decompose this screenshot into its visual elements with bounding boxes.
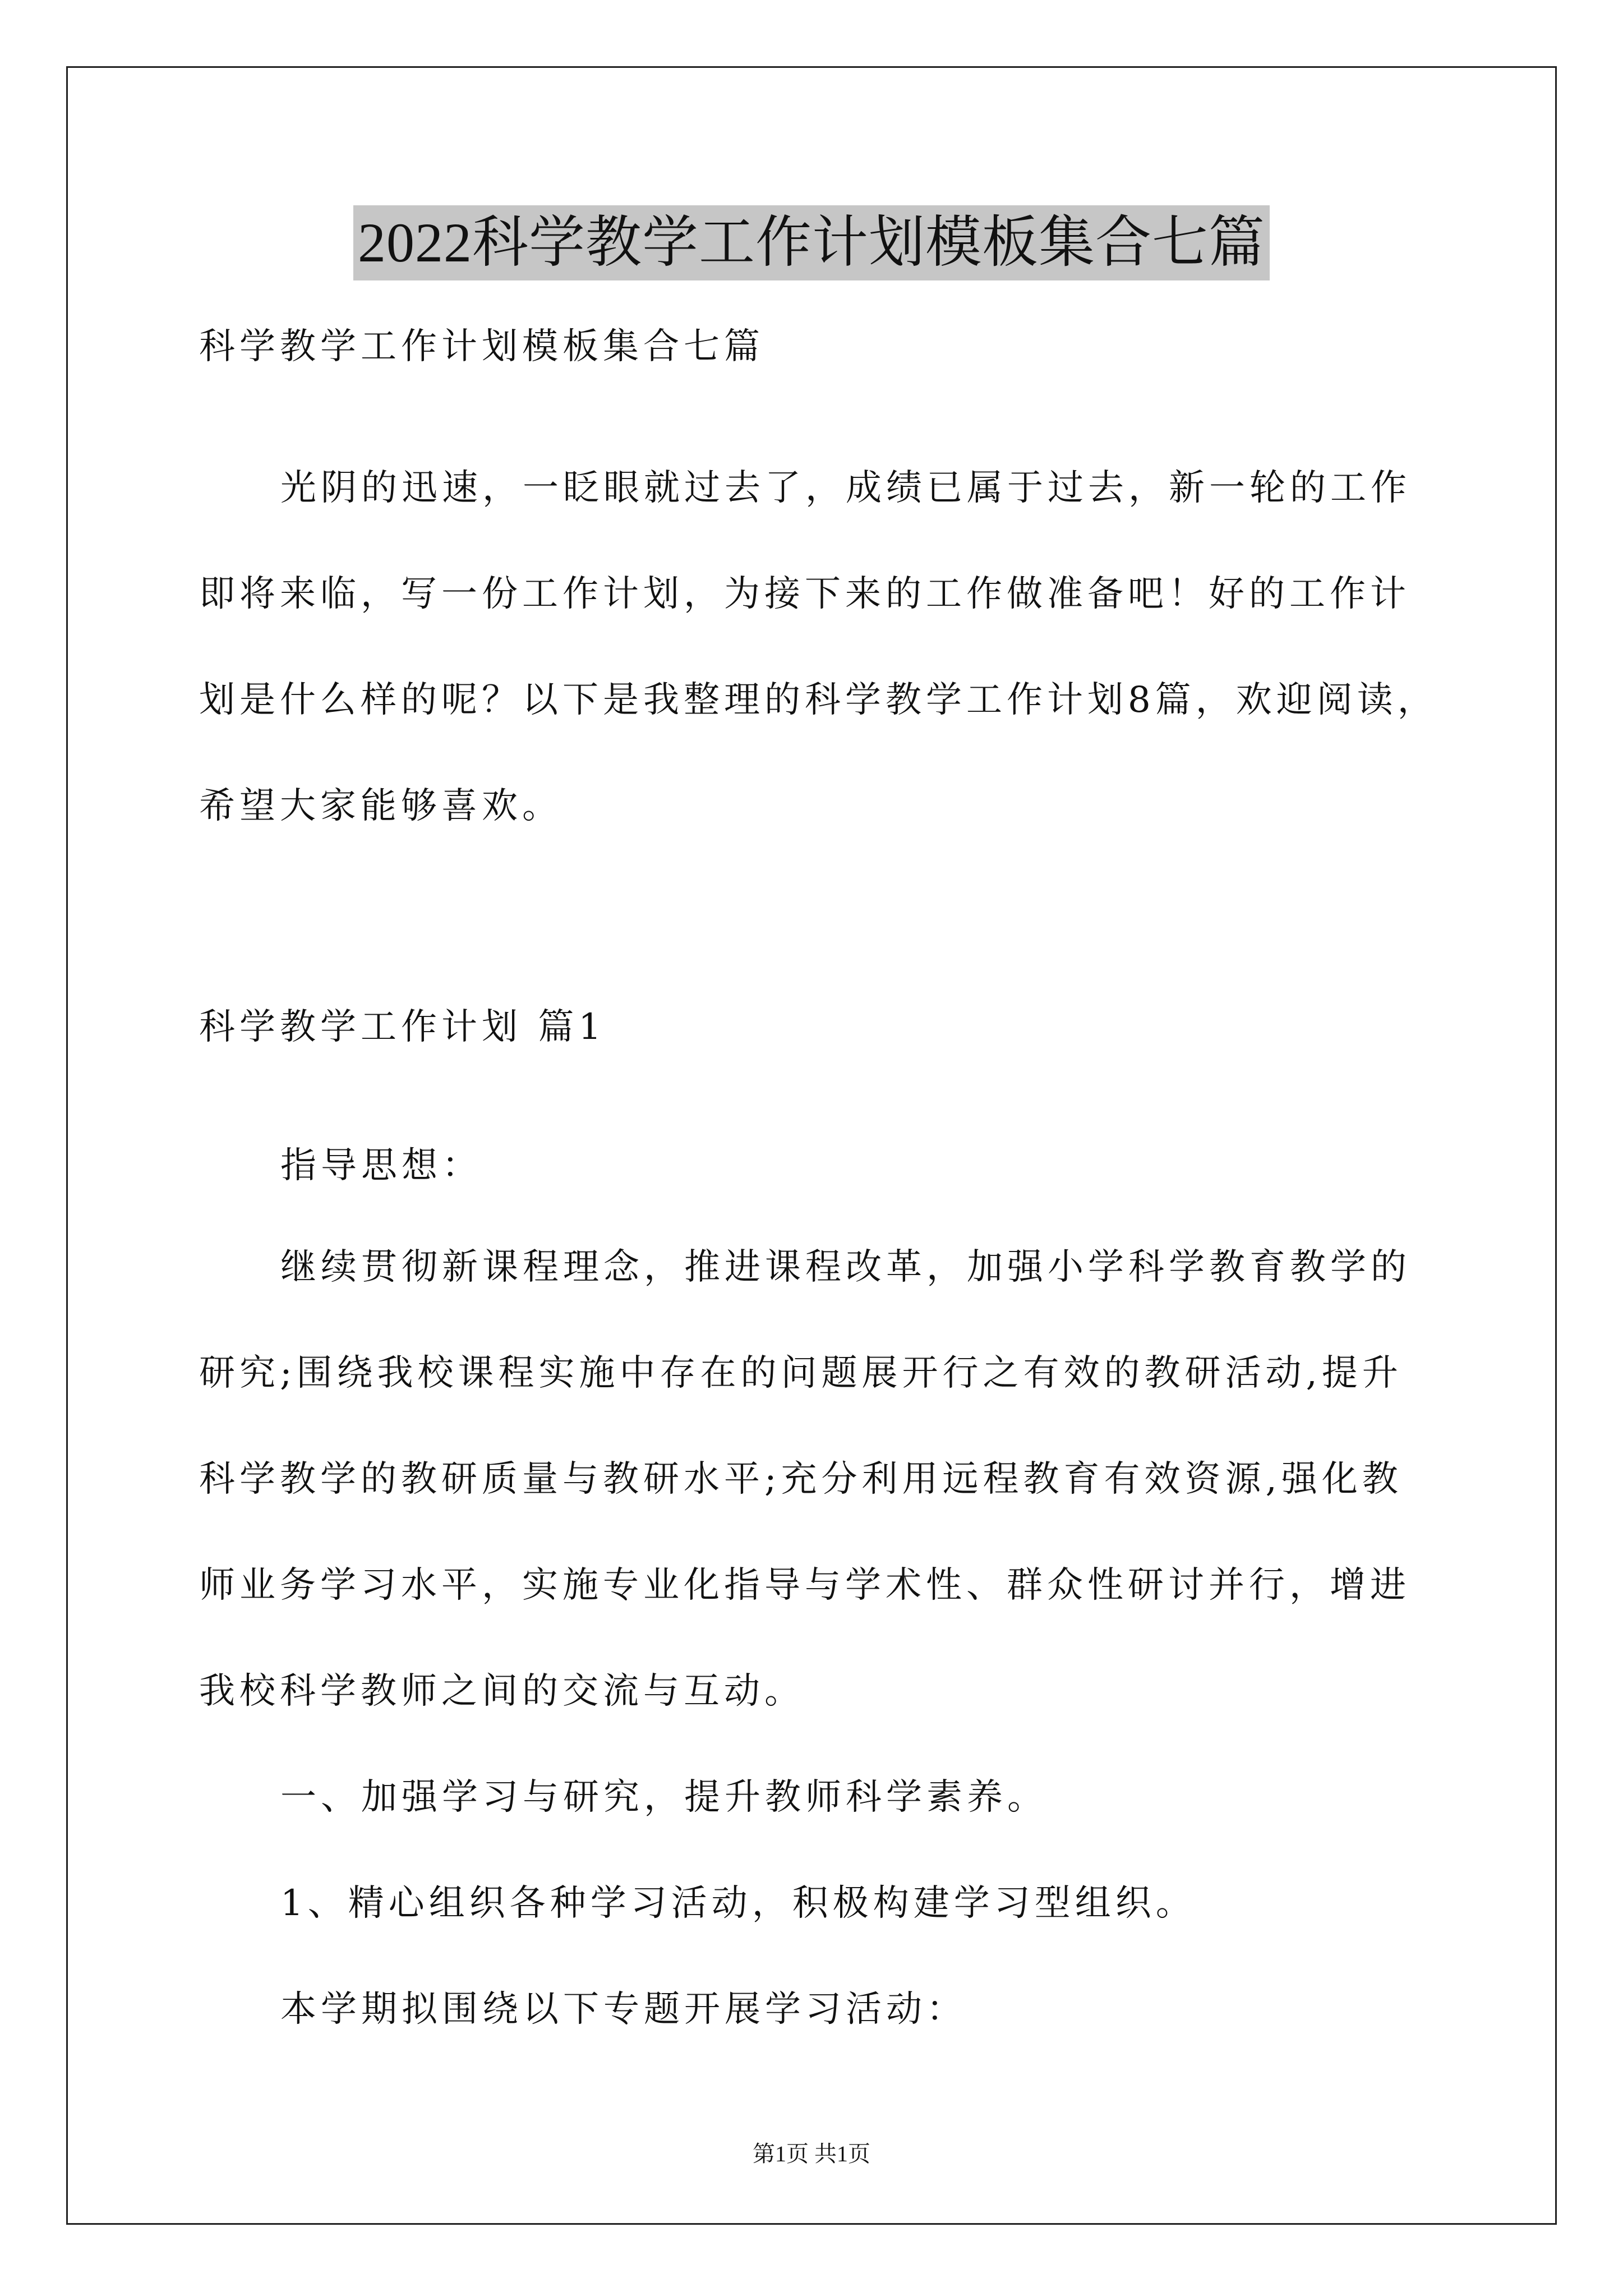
title-text: 2022科学教学工作计划模板集合七篇 — [353, 205, 1270, 280]
guiding-line-2: 研究;围绕我校课程实施中存在的问题展开行之有效的教研活动,提升 — [199, 1352, 1403, 1394]
point-one-one-text: 本学期拟围绕以下专题开展学习活动： — [280, 1989, 967, 2030]
intro-line-1: 光阴的迅速，一眨眼就过去了，成绩已属于过去，新一轮的工作 — [280, 467, 1411, 509]
intro-line-2: 即将来临，写一份工作计划，为接下来的工作做准备吧！好的工作计 — [199, 573, 1410, 615]
intro-line-4: 希望大家能够喜欢。 — [199, 785, 562, 827]
guiding-label: 指导思想： — [280, 1145, 482, 1186]
guiding-line-1: 继续贯彻新课程理念，推进课程改革，加强小学科学教育教学的 — [280, 1246, 1411, 1288]
guiding-line-3: 科学教学的教研质量与教研水平;充分利用远程教育有效资源,强化教 — [199, 1458, 1403, 1500]
page-footer: 第1页 共1页 — [753, 2141, 870, 2166]
point-one-one: 1、精心组织各种学习活动，积极构建学习型组织。 — [280, 1883, 1196, 1924]
guiding-line-5: 我校科学教师之间的交流与互动。 — [199, 1671, 805, 1712]
document-title — [0, 205, 1623, 280]
guiding-line-4: 师业务学习水平，实施专业化指导与学术性、群众性研讨并行，增进 — [199, 1565, 1410, 1606]
subtitle: 科学教学工作计划模板集合七篇 — [199, 326, 764, 367]
point-one: 一、加强学习与研究，提升教师科学素养。 — [280, 1777, 1048, 1818]
section-heading: 科学教学工作计划 篇1 — [199, 1006, 606, 1048]
intro-line-3: 划是什么样的呢？以下是我整理的科学教学工作计划8篇，欢迎阅读， — [199, 679, 1438, 721]
